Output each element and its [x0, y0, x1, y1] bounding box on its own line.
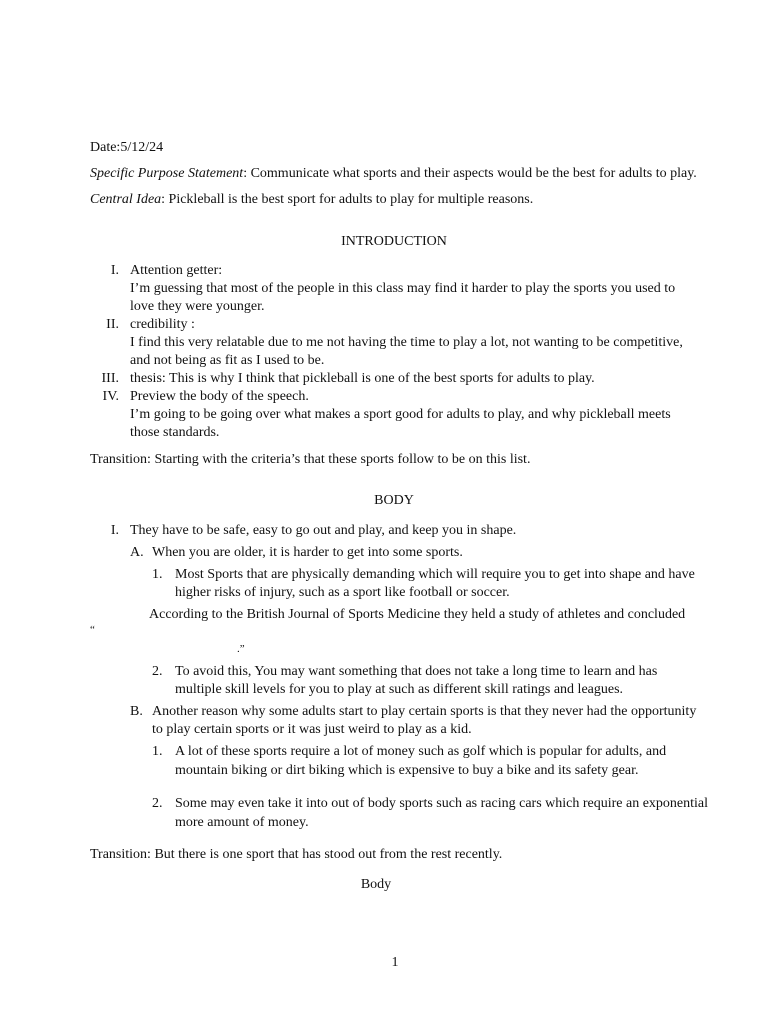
- intro-item-3-num: III.: [101, 371, 119, 386]
- sub-a-point-2-line-2: multiple skill levels for you to play at such as different skill ratings and leagues.: [175, 682, 624, 697]
- intro-item-2-title: credibility :: [130, 317, 195, 332]
- body-heading: BODY: [374, 493, 414, 508]
- purpose-statement: [90, 165, 697, 183]
- sub-b-line-1: Another reason why some adults start to play certain sports is that they never had the opportunity: [152, 704, 697, 719]
- sub-a-point-2-line-1: To avoid this, You may want something that does not take a long time to learn and has: [175, 664, 658, 679]
- intro-item-1-line-2: love they were younger.: [130, 299, 265, 314]
- sub-b-line-2: to play certain sports or it was just weird to play as a kid.: [152, 722, 472, 737]
- body-heading-2: Body: [360, 877, 392, 892]
- intro-item-4-line-2: those standards.: [130, 425, 220, 440]
- body-transition: Transition: But there is one sport that has stood out from the rest recently.: [90, 847, 503, 862]
- introduction-heading: INTRODUCTION: [341, 234, 447, 249]
- intro-item-1-num: I.: [110, 263, 119, 278]
- sub-b-point-2-line-1: Some may even take it into out of body sports such as racing cars which require an exponential: [175, 796, 709, 811]
- close-quote: .”: [237, 643, 245, 655]
- date-line: Date:5/12/24: [90, 140, 164, 155]
- central-label: Central Idea: [90, 192, 162, 207]
- sub-b-letter: B.: [130, 704, 143, 719]
- body-point-1-num: I.: [110, 523, 119, 538]
- intro-item-1-line-1: I’m guessing that most of the people in this class may find it harder to play the sports you used to: [130, 281, 676, 296]
- sub-b-point-1-line-1: A lot of these sports require a lot of money such as golf which is popular for adults, and: [175, 744, 667, 759]
- open-quote: “: [90, 624, 95, 636]
- citation-line: According to the British Journal of Sports Medicine they held a study of athletes and concluded: [149, 607, 686, 622]
- sub-b-point-1-line-2: mountain biking or dirt biking which is expensive to buy a bike and its safety gear.: [175, 763, 639, 778]
- central-idea: [90, 191, 533, 209]
- intro-item-2-line-1: I find this very relatable due to me not having the time to play a lot, not wanting to be competitive,: [130, 335, 683, 350]
- purpose-label: Specific Purpose Statement: [90, 166, 244, 181]
- purpose-text: : Communicate what sports and their aspects would be the best for adults to play.: [243, 166, 697, 181]
- intro-item-3-title: thesis: This is why I think that pickleball is one of the best sports for adults to play.: [130, 371, 595, 386]
- sub-a-point-1-line-2: higher risks of injury, such as a sport like football or soccer.: [175, 585, 510, 600]
- intro-item-1-title: Attention getter:: [130, 263, 223, 278]
- sub-a-text: When you are older, it is harder to get into some sports.: [152, 545, 463, 560]
- sub-b-point-1-num: 1.: [152, 744, 163, 759]
- intro-transition: Transition: Starting with the criteria’s that these sports follow to be on this list.: [90, 452, 531, 467]
- sub-a-point-1-line-1: Most Sports that are physically demanding which will require you to get into shape and have: [175, 567, 695, 582]
- intro-item-4-line-1: I’m going to be going over what makes a sport good for adults to play, and why pickleball meets: [130, 407, 671, 422]
- intro-item-2-num: II.: [106, 317, 119, 332]
- body-point-1-text: They have to be safe, easy to go out and play, and keep you in shape.: [130, 523, 517, 538]
- central-text: : Pickleball is the best sport for adults to play for multiple reasons.: [161, 192, 534, 207]
- intro-item-2-line-2: and not being as fit as I used to be.: [130, 353, 325, 368]
- intro-item-4-num: IV.: [102, 389, 119, 404]
- sub-a-point-2-num: 2.: [152, 664, 163, 679]
- intro-item-4-title: Preview the body of the speech.: [130, 389, 309, 404]
- sub-a-point-1-num: 1.: [152, 567, 163, 582]
- sub-b-point-2-num: 2.: [152, 796, 163, 811]
- page-number: 1: [391, 955, 399, 970]
- sub-b-point-2-line-2: more amount of money.: [175, 815, 309, 830]
- sub-a-letter: A.: [130, 545, 144, 560]
